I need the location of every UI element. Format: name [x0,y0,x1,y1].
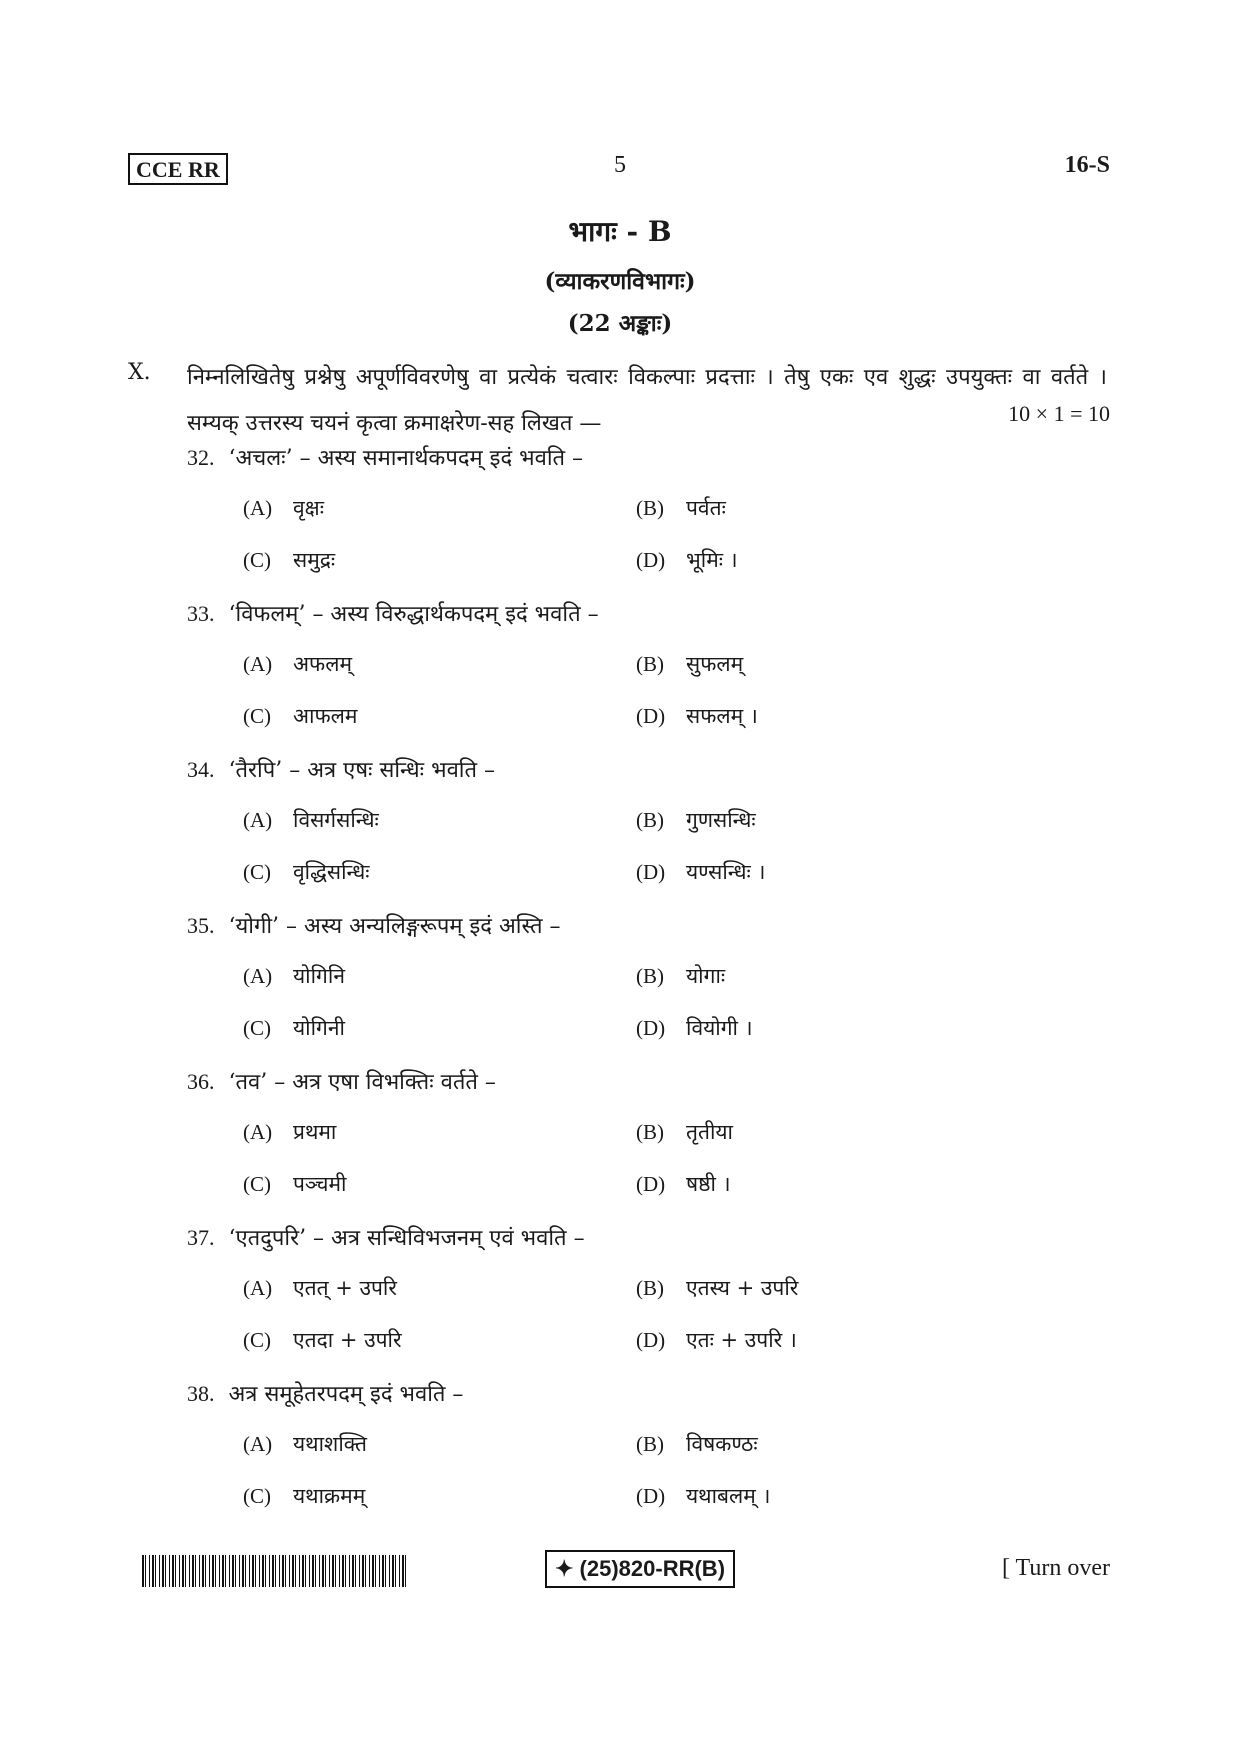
option-text: अफलम् [293,652,353,676]
option-label: (D) [636,1484,666,1508]
option-text: एतदा + उपरि [293,1328,402,1352]
instruction-text: निम्नलिखितेषु प्रश्नेषु अपूर्णविवरणेषु वा प्रत्येकं चत्वारः विकल्पाः प्रदत्ताः । तेषु एकः एव शुद्धः उपयुक्तः वा वर्तते । सम्यक् उत्तरस्य चयनं कृत्वा क्रमाक्षरेण-सह लिखत — [187,365,1107,436]
option-text: यथाक्रमम् [293,1484,366,1508]
option-d [636,858,765,886]
option-label: (B) [636,964,664,988]
option-a [243,494,324,522]
option-label: (B) [636,1432,664,1456]
option-text: यथाशक्ति [293,1432,367,1456]
instruction-marks: 10 × 1 = 10 [1008,401,1110,426]
option-label: (A) [243,1432,273,1456]
option-text: षष्ठी । [686,1172,731,1196]
option-a [243,1274,397,1302]
question-36 [187,1066,496,1096]
option-a [243,1430,367,1458]
question-number: 36. [187,1069,215,1094]
barcode-image [142,1555,408,1587]
option-text: एतः + उपरि । [686,1328,797,1352]
option-label: (D) [636,704,666,728]
option-label: (B) [636,496,664,520]
option-label: (B) [636,652,664,676]
question-number: 35. [187,913,215,938]
question-text: अत्र समूहेतरपदम् इदं भवति – [228,1382,464,1407]
question-33 [187,598,599,628]
option-c [243,1170,347,1198]
instruction-label: X. [128,360,151,385]
footer-code: ✦ (25)820-RR(B) [545,1550,735,1588]
option-text: यण्सन्धिः । [686,860,766,884]
option-label: (D) [636,1328,666,1352]
option-b [636,962,725,990]
question-32 [187,442,583,472]
option-text: गुणसन्धिः [686,808,756,832]
option-label: (D) [636,860,666,884]
option-label: (C) [243,704,271,728]
option-label: (C) [243,1016,271,1040]
option-c [243,1014,345,1042]
section-marks: (22 अङ्काः) [567,310,673,337]
option-d [636,1482,770,1510]
option-c [243,546,335,574]
option-text: पञ्चमी [293,1172,347,1196]
page-number: 5 [614,152,626,178]
question-number: 38. [187,1381,215,1406]
question-37 [187,1222,585,1252]
option-label: (C) [243,1328,271,1352]
option-b [636,1430,758,1458]
option-text: पर्वतः [686,496,726,520]
option-text: योगिनी [293,1016,345,1040]
option-label: (A) [243,1276,273,1300]
option-text: विषकण्ठः [686,1432,758,1456]
option-label: (A) [243,964,273,988]
option-b [636,1274,798,1302]
option-b [636,494,726,522]
header-left-box: CCE RR [128,153,228,185]
option-text: सफलम् । [686,704,758,728]
option-a [243,650,352,678]
question-34 [187,754,495,784]
option-text: प्रथमा [293,1120,337,1144]
section-title: भागः - B [568,215,672,248]
option-text: भूमिः । [686,548,738,572]
question-number: 33. [187,601,215,626]
option-text: एतत् + उपरि [293,1276,397,1300]
paper-code: 16-S [1064,152,1110,178]
question-number: 34. [187,757,215,782]
option-label: (B) [636,808,664,832]
option-b [636,650,743,678]
option-label: (A) [243,808,273,832]
option-label: (C) [243,1172,271,1196]
option-label: (D) [636,1016,666,1040]
option-text: विसर्गसन्धिः [293,808,379,832]
option-label: (A) [243,496,273,520]
option-label: (A) [243,1120,273,1144]
option-label: (D) [636,1172,666,1196]
question-text: ‘योगी’ – अस्य अन्यलिङ्गरूपम् इदं अस्ति – [228,914,561,939]
option-label: (B) [636,1120,664,1144]
option-a [243,1118,336,1146]
option-text: यथाबलम् । [686,1484,771,1508]
question-text: ‘तैरपि’ – अत्र एषः सन्धिः भवति – [228,758,496,783]
question-38 [187,1378,463,1408]
section-subtitle: (व्याकरणविभागः) [544,268,696,295]
option-text: योगाः [686,964,726,988]
option-c [243,1482,365,1510]
option-text: वृक्षः [293,496,324,520]
option-text: वृद्धिसन्धिः [293,860,370,884]
option-d [636,1326,797,1354]
option-label: (A) [243,652,273,676]
option-c [243,1326,402,1354]
option-c [243,702,357,730]
option-text: समुद्रः [293,548,336,572]
option-label: (C) [243,548,271,572]
option-a [243,962,345,990]
question-35 [187,910,561,940]
option-d [636,546,738,574]
question-text: ‘एतदुपरि’ – अत्र सन्धिविभजनम् एवं भवति – [228,1226,585,1251]
option-text: सुफलम् [686,652,744,676]
option-b [636,806,756,834]
option-a [243,806,379,834]
option-c [243,858,370,886]
question-number: 32. [187,445,215,470]
question-number: 37. [187,1225,215,1250]
option-d [636,702,758,730]
option-d [636,1014,753,1042]
option-text: तृतीया [686,1120,733,1144]
option-label: (C) [243,860,271,884]
option-text: एतस्य + उपरि [686,1276,799,1300]
option-b [636,1118,733,1146]
option-text: आफलम [293,704,358,728]
option-text: योगिनि [293,964,345,988]
option-text: वियोगी । [686,1016,753,1040]
question-text: ‘विफलम्’ – अस्य विरुद्धार्थकपदम् इदं भवति – [228,602,599,627]
question-text: ‘तव’ – अत्र एषा विभक्तिः वर्तते – [228,1070,496,1095]
turn-over-note: [ Turn over [1001,1555,1110,1581]
option-label: (B) [636,1276,664,1300]
option-d [636,1170,731,1198]
option-label: (D) [636,548,666,572]
option-label: (C) [243,1484,271,1508]
question-text: ‘अचलः’ – अस्य समानार्थकपदम् इदं भवति – [228,446,584,471]
